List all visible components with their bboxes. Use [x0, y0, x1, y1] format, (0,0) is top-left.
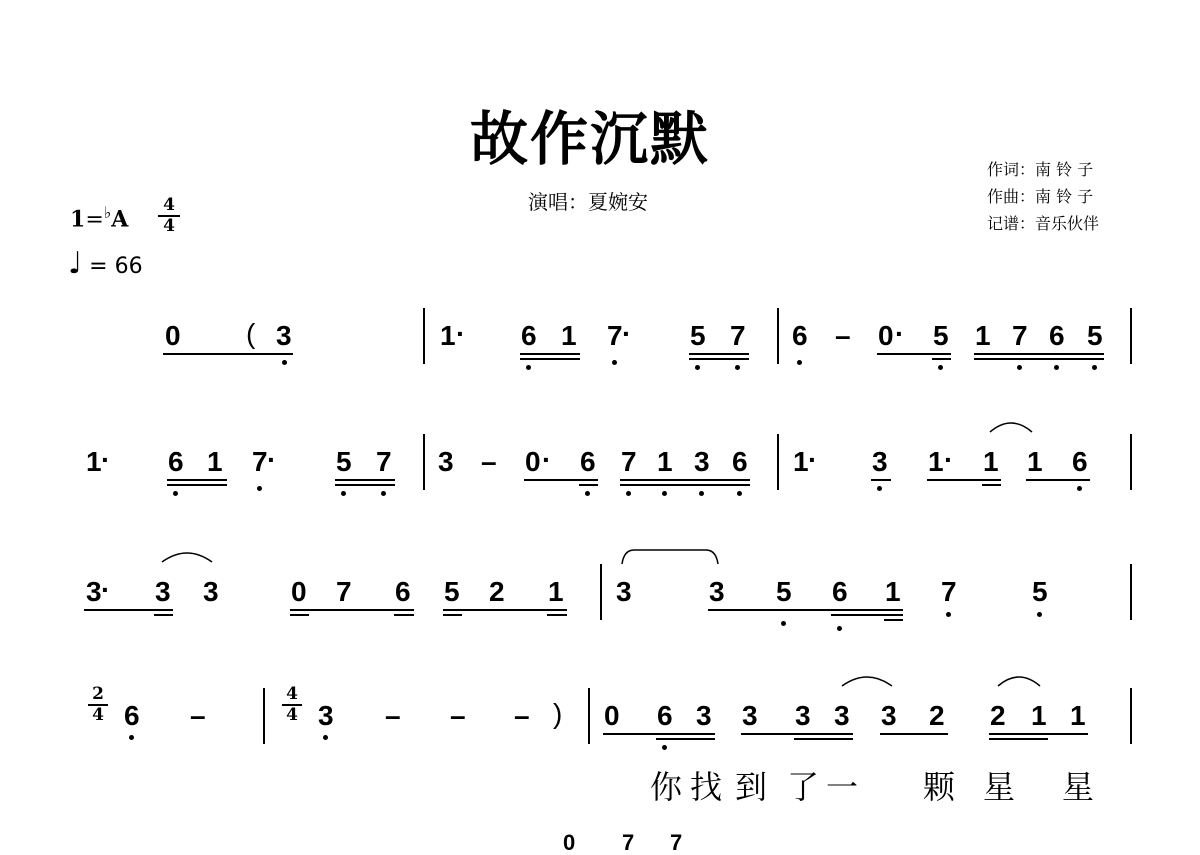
tie-slur [620, 548, 720, 566]
underline [982, 484, 1001, 486]
note: 5 [444, 576, 460, 607]
composer-credit: 作曲：南 铃 子 [987, 187, 1094, 206]
underline [290, 614, 309, 616]
note: 3 [276, 320, 292, 351]
underline [620, 479, 750, 481]
note: 3 [834, 700, 850, 731]
note: 7 [336, 576, 352, 607]
time-signature [158, 197, 180, 235]
dash: – [450, 700, 466, 731]
time-signature-bottom: 4 [286, 705, 298, 725]
note: 5 [690, 320, 706, 351]
note: 3 [86, 576, 102, 607]
transcriber-credit: 记谱：音乐伙伴 [987, 214, 1100, 233]
dot-note: · [622, 318, 632, 349]
low-octave-dot [781, 621, 786, 626]
note: 6 [1072, 446, 1088, 477]
note: 6 [832, 576, 848, 607]
low-octave-dot [323, 735, 328, 740]
note: 7 [376, 446, 392, 477]
dash: – [190, 700, 206, 731]
note: 6 [657, 700, 673, 731]
underline [520, 353, 580, 355]
note: 3 [203, 576, 219, 607]
low-octave-dot [735, 365, 740, 370]
key-note: A [111, 206, 129, 233]
note: 3 [318, 700, 334, 731]
dash: – [385, 700, 401, 731]
underline [871, 479, 891, 481]
note: 1 [928, 446, 944, 477]
singer-credit: 演唱：夏婉安 [528, 190, 648, 214]
barline [1130, 308, 1132, 364]
time-signature-top: 4 [286, 684, 298, 704]
underline [989, 733, 1088, 735]
underline [290, 609, 414, 611]
tie-slur [996, 672, 1042, 688]
barline [423, 434, 425, 490]
barline [588, 688, 590, 744]
underline [877, 353, 951, 355]
lyric-char: 找 [690, 768, 725, 806]
note: 1 [548, 576, 564, 607]
underline [84, 609, 173, 611]
time-signature-bottom: 4 [92, 705, 104, 725]
tempo-value: = 66 [89, 254, 143, 279]
dot-note: · [944, 444, 954, 475]
underline [547, 614, 567, 616]
note: 0 [604, 700, 620, 731]
note: 3 [155, 576, 171, 607]
underline [794, 738, 853, 740]
barline [263, 688, 265, 744]
lyric-char: 一 [826, 768, 861, 806]
low-octave-dot [737, 491, 742, 496]
note: 5 [1032, 576, 1048, 607]
note: 1 [440, 320, 456, 351]
song-title: 故作沉默 [470, 105, 711, 173]
low-octave-dot [129, 735, 134, 740]
underline [579, 484, 598, 486]
open-paren: ( [246, 318, 256, 349]
low-octave-dot [585, 491, 590, 496]
note: 2 [929, 700, 945, 731]
note: 7 [622, 830, 635, 855]
low-octave-dot [1017, 365, 1022, 370]
underline [927, 479, 1001, 481]
lyricist-credit: 作词：南 铃 子 [987, 160, 1094, 179]
key-tonic: 1 [70, 206, 86, 233]
underline [884, 619, 903, 621]
underline [394, 614, 414, 616]
note: 3 [709, 576, 725, 607]
time-signature [88, 686, 108, 724]
tie-slur [840, 672, 894, 688]
note: 7 [670, 830, 683, 855]
note: 1 [561, 320, 577, 351]
note: 2 [990, 700, 1006, 731]
barline [1130, 688, 1132, 744]
note: 7 [941, 576, 957, 607]
barline [777, 434, 779, 490]
key-equals: = [85, 207, 104, 233]
low-octave-dot [526, 365, 531, 370]
low-octave-dot [381, 491, 386, 496]
note: 1 [86, 446, 102, 477]
key-signature [70, 203, 128, 232]
underline [974, 358, 1104, 360]
note: 3 [872, 446, 888, 477]
note: 5 [336, 446, 352, 477]
low-octave-dot [877, 486, 882, 491]
note: 6 [395, 576, 411, 607]
underline [656, 738, 715, 740]
note: 1 [1027, 446, 1043, 477]
barline [423, 308, 425, 364]
underline [880, 733, 948, 735]
note: 3 [881, 700, 897, 731]
dot-note: · [808, 444, 818, 475]
low-octave-dot [1054, 365, 1059, 370]
note: 1 [1031, 700, 1047, 731]
underline [708, 609, 903, 611]
underline [520, 358, 580, 360]
note: 1 [657, 446, 673, 477]
lyric-char: 星 [983, 768, 1018, 806]
underline [1026, 479, 1090, 481]
dot-note: · [895, 318, 905, 349]
note: 1 [983, 446, 999, 477]
note: 6 [580, 446, 596, 477]
underline [167, 479, 227, 481]
underline [443, 614, 462, 616]
note: 7 [607, 320, 623, 351]
underline [974, 353, 1104, 355]
underline [689, 358, 749, 360]
barline [600, 564, 602, 620]
dot-note: · [456, 318, 466, 349]
underline [620, 484, 750, 486]
note: 3 [742, 700, 758, 731]
lyric-char: 到 [735, 768, 770, 806]
low-octave-dot [699, 491, 704, 496]
note: 6 [792, 320, 808, 351]
note: 5 [776, 576, 792, 607]
low-octave-dot [797, 360, 802, 365]
note: 0 [525, 446, 541, 477]
close-paren: ) [553, 698, 563, 729]
note: 3 [795, 700, 811, 731]
note: 3 [616, 576, 632, 607]
underline [989, 738, 1048, 740]
note: 6 [124, 700, 140, 731]
note: 6 [732, 446, 748, 477]
note: 1 [1070, 700, 1086, 731]
note: 1 [793, 446, 809, 477]
dot-note: · [267, 444, 277, 475]
time-signature-top: 4 [163, 195, 175, 215]
underline [689, 353, 749, 355]
dot-note: · [542, 444, 552, 475]
underline [335, 484, 395, 486]
underline [831, 614, 903, 616]
time-signature-bottom: 4 [163, 216, 175, 236]
note: 7 [730, 320, 746, 351]
quarter-note-icon: ♩ [68, 246, 83, 281]
lyric-char: 了 [787, 768, 822, 806]
lyric-char: 颗 [923, 768, 958, 806]
underline [741, 733, 853, 735]
dot-note: · [101, 444, 111, 475]
low-octave-dot [837, 626, 842, 631]
low-octave-dot [257, 486, 262, 491]
note: 5 [1087, 320, 1103, 351]
low-octave-dot [662, 745, 667, 750]
note: 6 [1049, 320, 1065, 351]
note: 7 [621, 446, 637, 477]
dash: – [835, 320, 851, 351]
underline [932, 358, 951, 360]
low-octave-dot [282, 360, 287, 365]
note: 6 [521, 320, 537, 351]
note: 7 [252, 446, 268, 477]
note: 3 [694, 446, 710, 477]
tempo-marking [68, 246, 143, 281]
note: 0 [165, 320, 181, 351]
time-signature [282, 686, 302, 724]
underline [163, 353, 293, 355]
note: 0 [878, 320, 894, 351]
note: 0 [563, 830, 576, 855]
low-octave-dot [1037, 612, 1042, 617]
barline [1130, 564, 1132, 620]
low-octave-dot [938, 365, 943, 370]
barline [1130, 434, 1132, 490]
underline [335, 479, 395, 481]
low-octave-dot [341, 491, 346, 496]
note: 1 [885, 576, 901, 607]
dash: – [514, 700, 530, 731]
note: 1 [207, 446, 223, 477]
note: 3 [696, 700, 712, 731]
note: 6 [168, 446, 184, 477]
low-octave-dot [626, 491, 631, 496]
tie-slur [160, 548, 214, 564]
low-octave-dot [173, 491, 178, 496]
underline [603, 733, 715, 735]
low-octave-dot [612, 360, 617, 365]
low-octave-dot [695, 365, 700, 370]
note: 7 [1012, 320, 1028, 351]
note: 0 [291, 576, 307, 607]
lyric-char: 星 [1062, 768, 1097, 806]
lyric-char: 你 [650, 768, 685, 806]
low-octave-dot [1092, 365, 1097, 370]
underline [443, 609, 567, 611]
underline [524, 479, 598, 481]
underline [154, 614, 173, 616]
underline [167, 484, 227, 486]
low-octave-dot [1077, 486, 1082, 491]
low-octave-dot [662, 491, 667, 496]
time-signature-top: 2 [92, 684, 104, 704]
dot-note: · [101, 574, 111, 605]
barline [777, 308, 779, 364]
low-octave-dot [946, 612, 951, 617]
flat-icon: ♭ [103, 203, 112, 222]
note: 3 [438, 446, 454, 477]
tie-slur [988, 418, 1034, 434]
note: 2 [489, 576, 505, 607]
note: 5 [933, 320, 949, 351]
note: 1 [975, 320, 991, 351]
dash: – [481, 446, 497, 477]
